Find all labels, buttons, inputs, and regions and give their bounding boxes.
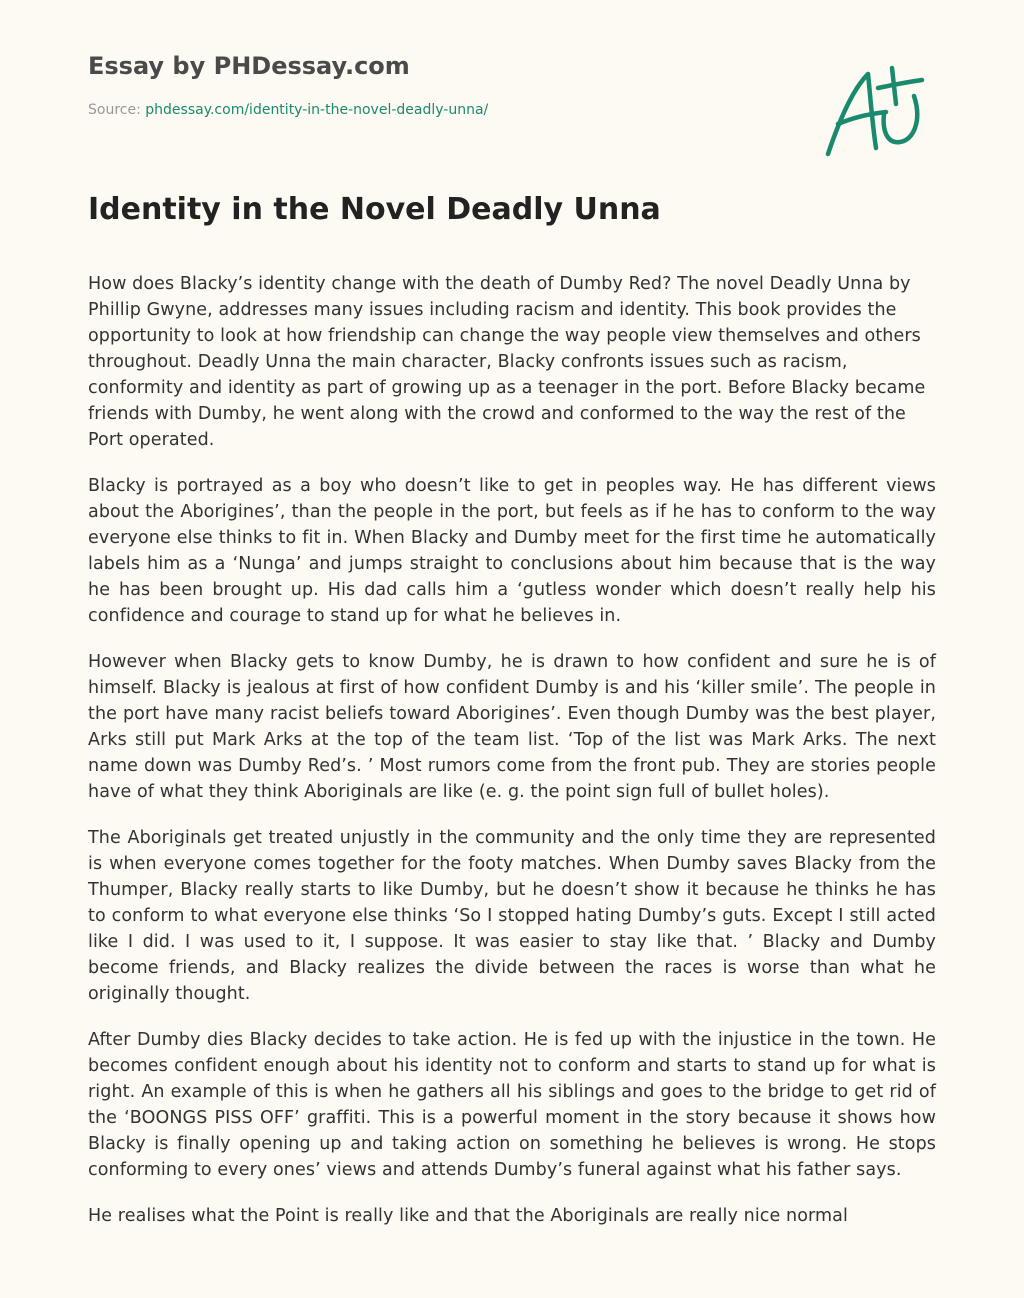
article-paragraph: He realises what the Point is really like and that the Aboriginals are really nice normal bbox=[88, 1206, 848, 1226]
article-paragraph: After Dumby dies Blacky decides to take action. He is fed up with the injustice in the town. He becomes confident enough about his identity not to conform and starts to stand up for what is right. An example of this is when he gathers all his siblings and goes to the bridge to get rid of the ‘BOONGS PISS OFF’ graffiti. This is a powerful moment in the story because it shows how Blacky is finally opening up and taking action on something he believes is wrong. He stops conforming to every ones’ views and attends Dumby’s funeral against what his father says. bbox=[88, 1030, 936, 1180]
article-body bbox=[88, 271, 936, 1249]
a-plus-grade-icon bbox=[818, 62, 930, 162]
source-label: Source: bbox=[88, 102, 146, 118]
source-link[interactable]: phdessay.com/identity-in-the-novel-deadly-unna/ bbox=[145, 102, 489, 118]
article-paragraph: Blacky is portrayed as a boy who doesn’t like to get in peoples way. He has different views about the Aborigines’, than the people in the port, but feels as if he has to conform to the way everyone else thinks to fit in. When Blacky and Dumby meet for the first time he automatically labels him as a ‘Nunga’ and jumps straight to conclusions about him because that is the way he has been brought up. His dad calls him a ‘gutless wonder which doesn’t really help his confidence and courage to stand up for what he believes in. bbox=[88, 476, 936, 626]
article-paragraph: How does Blacky’s identity change with the death of Dumby Red? The novel Deadly Unna by Phillip Gwyne, addresses many issues including racism and identity. This book provides the opportunity to look at how friendship can change the way people view themselves and others throughout. Deadly Unna the main character, Blacky confronts issues such as racism, conformity and identity as part of growing up as a teenager in the port. Before Blacky became friends with Dumby, he went along with the crowd and conformed to the way the rest of the Port operated. bbox=[88, 274, 926, 450]
page-title: Identity in the Novel Deadly Unna bbox=[88, 192, 661, 227]
article-paragraph: The Aboriginals get treated unjustly in the community and the only time they are represented is when everyone comes together for the footy matches. When Dumby saves Blacky from the Thumper, Blacky really starts to like Dumby, but he doesn’t show it because he thinks he has to conform to what everyone else thinks ‘So I stopped hating Dumby’s guts. Except I still acted like I did. I was used to it, I suppose. It was easier to stay like that. ’ Blacky and Dumby become friends, and Blacky realizes the divide between the races is worse than what he originally thought. bbox=[88, 828, 936, 1004]
source-line bbox=[88, 100, 788, 120]
site-header bbox=[88, 48, 788, 120]
article-paragraph: However when Blacky gets to know Dumby, he is drawn to how confident and sure he is of himself. Blacky is jealous at first of how confident Dumby is and his ‘killer smile’. The people in the port have many racist beliefs toward Aborigines’. Even though Dumby was the best player, Arks still put Mark Arks at the top of the team list. ‘Top of the list was Mark Arks. The next name down was Dumby Red’s. ’ Most rumors come from the front pub. They are stories people have of what they think Aboriginals are like (e. g. the point sign full of bullet holes). bbox=[88, 652, 936, 802]
site-brand: Essay by PHDessay.com bbox=[88, 52, 410, 80]
